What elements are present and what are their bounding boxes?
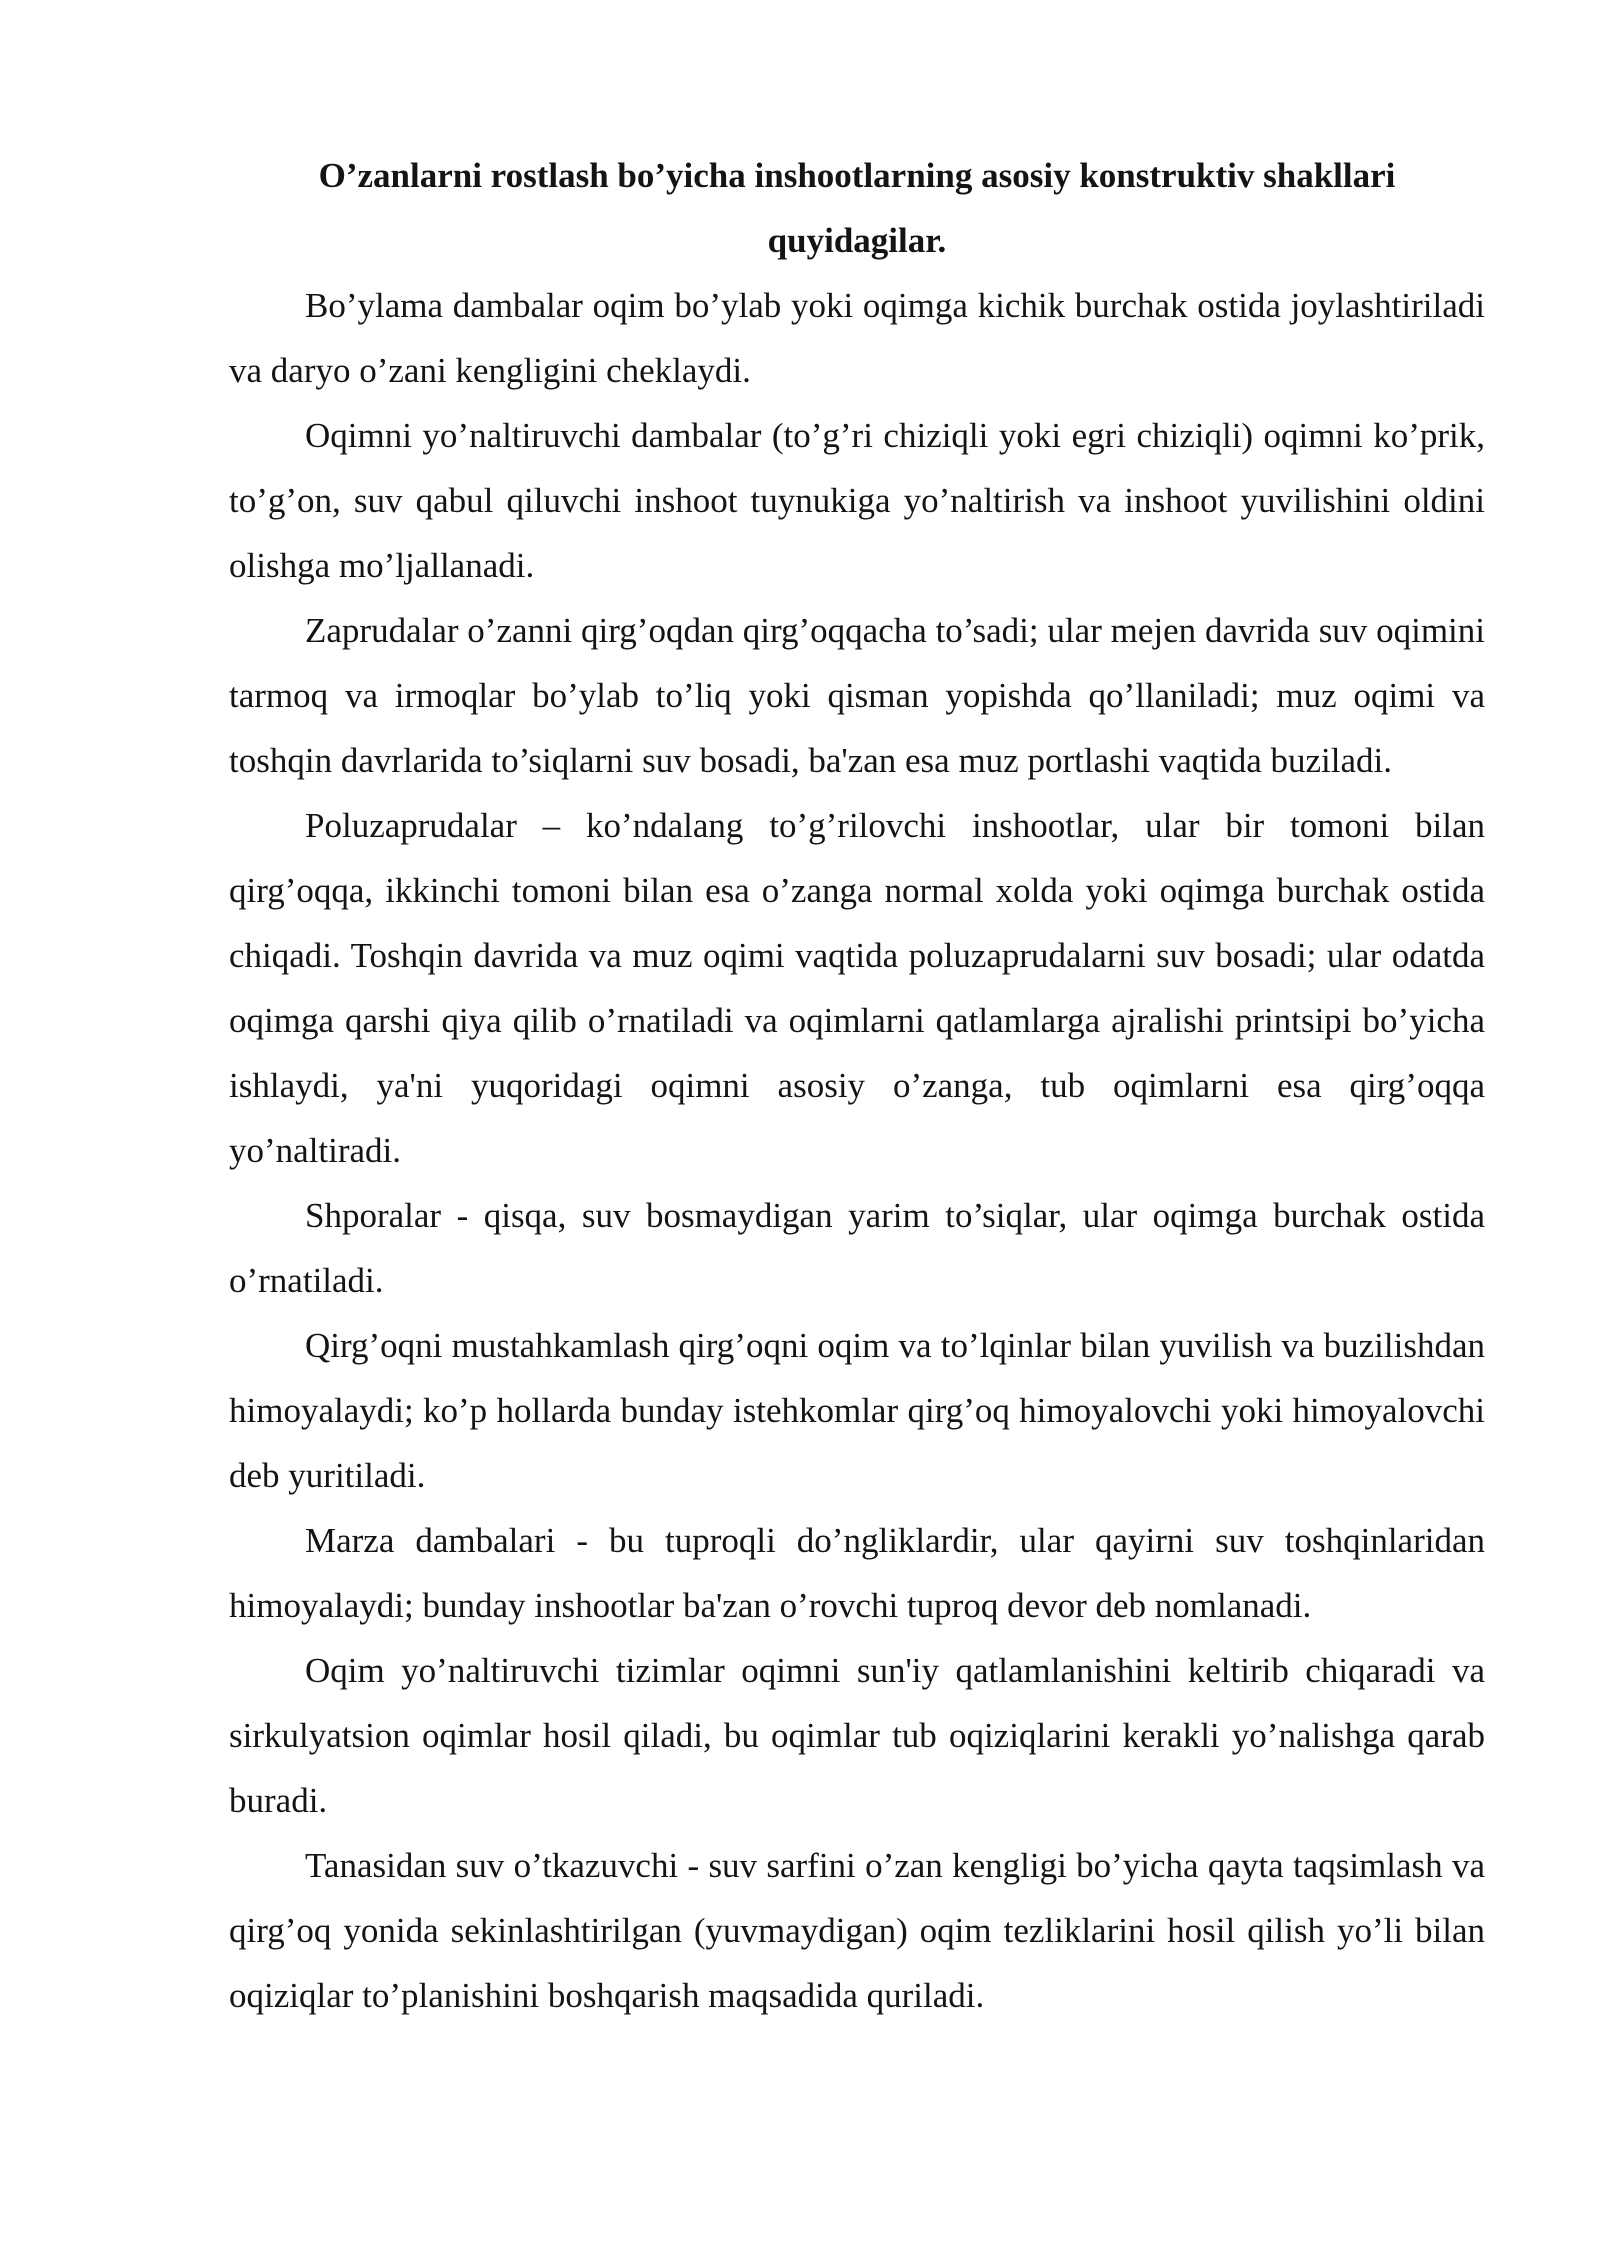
paragraph-levee-dams: Marza dambalari - bu tuproqli do’ngliklardir, ular qayirni suv toshqinlaridan himoyalaydi; bunday inshootlar ba'zan o’rovchi tuproq devor deb nomlanadi. — [229, 1521, 1485, 1625]
paragraph-spurs: Shporalar - qisqa, suv bosmaydigan yarim to’siqlar, ular oqimga burchak ostida o’rnatiladi. — [229, 1196, 1485, 1300]
paragraph-flow-guiding-systems: Oqim yo’naltiruvchi tizimlar oqimni sun'iy qatlamlanishini keltirib chiqaradi va sirkulyatsion oqimlar hosil qiladi, bu oqimlar tub oqiziqlarini kerakli yo’nalishga qarab buradi. — [229, 1651, 1485, 1820]
paragraph-permeable-structures: Tanasidan suv o’tkazuvchi - suv sarfini o’zan kengligi bo’yicha qayta taqsimlash va qirg’oq yonida sekinlashtirilgan (yuvmaydigan) oqim tezliklarini hosil qilish yo’li bilan oqiziqlar to’planishini boshqarish maqsadida quriladi. — [229, 1846, 1485, 2015]
document-page — [229, 143, 1485, 2028]
paragraph-zaprudas: Zaprudalar o’zanni qirg’oqdan qirg’oqqacha to’sadi; ular mejen davrida suv oqimini tarmoq va irmoqlar bo’ylab to’liq yoki qisman yopishda qo’llaniladi; muz oqimi va toshqin davrlarida to’siqlarni suv bosadi, ba'zan esa muz portlashi vaqtida buziladi. — [229, 611, 1485, 780]
paragraph-guiding-dams: Oqimni yo’naltiruvchi dambalar (to’g’ri chiziqli yoki egri chiziqli) oqimni ko’prik, to’g’on, suv qabul qiluvchi inshoot tuynukiga yo’naltirish va inshoot yuvilishini oldini olishga mo’ljallanadi. — [229, 416, 1485, 585]
paragraph-poluzaprudas: Poluzaprudalar – ko’ndalang to’g’rilovchi inshootlar, ular bir tomoni bilan qirg’oqqa, ikkinchi tomoni bilan esa o’zanga normal xolda yoki oqimga burchak ostida chiqadi. Toshqin davrida va muz oqimi vaqtida poluzaprudalarni suv bosadi; ular odatda oqimga qarshi qiya qilib o’rnatiladi va oqimlarni qatlamlarga ajralishi printsipi bo’yicha ishlaydi, ya'ni yuqoridagi oqimni asosiy o’zanga, tub oqimlarni esa qirg’oqqa yo’naltiradi. — [229, 806, 1485, 1170]
paragraph-longitudinal-dams: Bo’ylama dambalar oqim bo’ylab yoki oqimga kichik burchak ostida joylashtiriladi va daryo o’zani kengligini cheklaydi. — [229, 286, 1485, 390]
document-title: O’zanlarni rostlash bo’yicha inshootlarning asosiy konstruktiv shakllari quyidagilar. — [318, 156, 1396, 260]
paragraph-bank-protection: Qirg’oqni mustahkamlash qirg’oqni oqim va to’lqinlar bilan yuvilish va buzilishdan himoyalaydi; ko’p hollarda bunday istehkomlar qirg’oq himoyalovchi yoki himoyalovchi deb yuritiladi. — [229, 1326, 1485, 1495]
